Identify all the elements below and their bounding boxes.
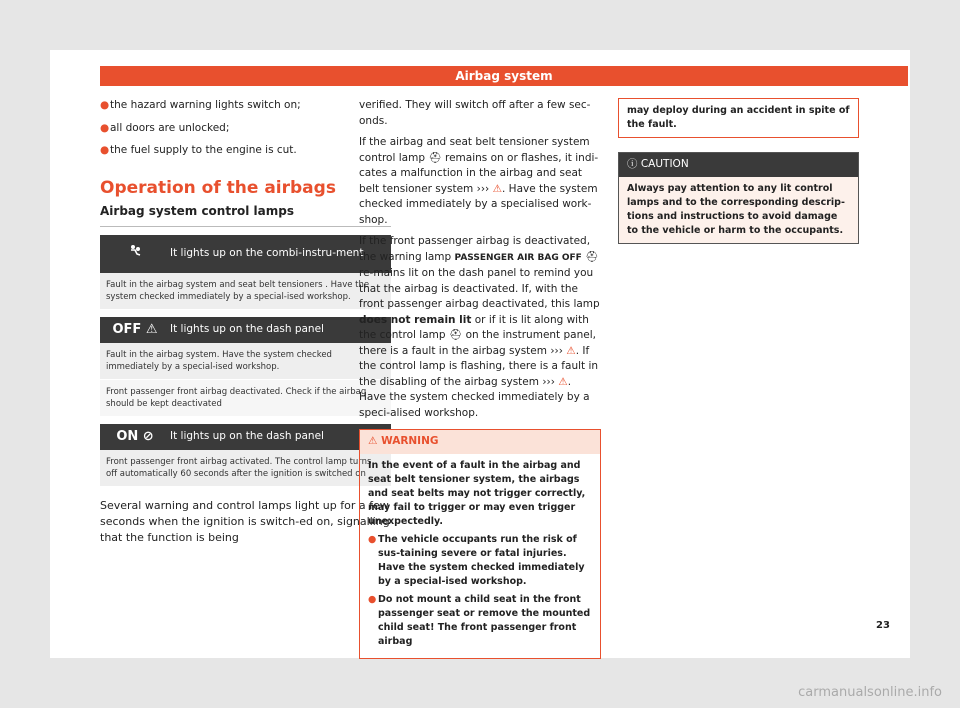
- column-middle: [359, 98, 601, 659]
- subsection-title: Airbag system control lamps: [100, 204, 391, 227]
- section-title: Operation of the airbags: [100, 177, 336, 198]
- body-paragraph: Several warning and control lamps light up for a few seconds when the ignition is switch-ed on, signalling that the function is being: [100, 498, 390, 544]
- lamp-description: Fault in the airbag system. Have the system checked immediately by a special-ised workshop.: [100, 343, 391, 379]
- list-item: ● The vehicle occupants run the risk of sus-taining severe or fatal injuries. Have the system checked immediately by a special-ised workshop.: [368, 533, 585, 587]
- lamp-description: Fault in the airbag system and seat belt tensioners . Have the system checked immediately by a special-ised workshop.: [100, 273, 391, 309]
- column-right: [618, 98, 859, 244]
- warning-header: ⚠ WARNING: [360, 430, 600, 454]
- airbag-person-icon: [100, 244, 170, 263]
- list-item: ● all doors are unlocked;: [100, 121, 230, 134]
- caution-body: Always pay attention to any lit control lamps and to the corresponding descrip-tions and instructions to avoid damage to the vehicle or harm to the occupants.: [619, 177, 858, 243]
- lamp-header: [100, 235, 391, 273]
- warning-body: In the event of a fault in the airbag and seat belt tensioner system, the airbags and seat belts may not trigger correctly, may fail to trigger or may even trigger unexpectedly. ● The vehicle occupants run the risk of sus-taining severe or fatal injuries. Have the system checked immediately by a special-ised workshop. ● Do not mount a child seat in the front passenger seat or remove the mounted child seat! The front passenger front airbag: [368, 459, 591, 647]
- airbag-person-icon: ⛑: [585, 250, 599, 263]
- airbag-person-icon: ⛑: [448, 329, 463, 341]
- lamp-header: [100, 424, 391, 450]
- reference-link[interactable]: ›››: [476, 182, 490, 195]
- info-icon: ⓘ: [627, 158, 638, 170]
- airbag-off-icon: OFF ⚠: [112, 321, 158, 337]
- warning-icon: ⚠: [558, 375, 568, 388]
- warning-icon: ⚠: [566, 344, 576, 357]
- airbag-person-icon: ⛑: [428, 151, 442, 164]
- list-item: ● Do not mount a child seat in the front passenger seat or remove the mounted child seat! The front passenger front airbag: [368, 593, 591, 647]
- warning-continuation: may deploy during an accident in spite of the fault.: [618, 98, 859, 138]
- header-title: Airbag system: [100, 66, 908, 86]
- lamp-description: Front passenger front airbag deactivated. Check if the airbag should be kept deactivated: [100, 379, 391, 416]
- caution-box: [618, 152, 859, 244]
- watermark: carmanualsonline.info: [798, 685, 942, 700]
- warning-box: [359, 429, 601, 659]
- lamp-title: It lights up on the combi-instru-ment: [170, 247, 364, 259]
- warning-icon: ⚠: [492, 182, 502, 195]
- caution-header: ⓘ CAUTION: [619, 153, 858, 177]
- body-paragraph: verified. They will switch off after a few sec-onds.: [359, 99, 591, 127]
- lamp-title: It lights up on the dash panel: [170, 323, 324, 335]
- reference-link[interactable]: ›››: [550, 344, 563, 357]
- column-left: [100, 98, 391, 552]
- body-paragraph: If the airbag and seat belt tensioner system control lamp ⛑ remains on or flashes, it indi-cates a malfunction in the airbag and seat belt tensioner system ››› ⚠. Have the system checked immediately by a specialised work-shop.: [359, 136, 599, 226]
- lamp-title: It lights up on the dash panel: [170, 430, 324, 442]
- body-paragraph: If the front passenger airbag is deactivated, the warning lamp PASSENGER AIR BAG OFF ⛑ re-mains lit on the dash panel to remind you that the airbag is deactivated. If, with the front passenger airbag deactivated, this lamp does not remain lit or if it is lit along with the control lamp ⛑ on the instrument panel, there is a fault in the airbag system ››› ⚠. If the control lamp is flashing, there is a fault in the disabling of the airbag system ››› ⚠. Have the system checked immediately by a speci-alised workshop.: [359, 235, 600, 419]
- page: [50, 50, 910, 658]
- warning-icon: ⚠: [368, 435, 378, 447]
- lamp-description: Front passenger front airbag activated. The control lamp turns off automatically 60 seconds after the ignition is switched on: [100, 450, 391, 486]
- airbag-on-icon: ON ⊘: [116, 428, 154, 444]
- list-item: ● the fuel supply to the engine is cut.: [100, 144, 297, 156]
- list-item: ● the hazard warning lights switch on;: [100, 99, 301, 111]
- lamp-header: [100, 317, 391, 343]
- page-number: 23: [876, 620, 890, 631]
- reference-link[interactable]: ›››: [542, 375, 555, 388]
